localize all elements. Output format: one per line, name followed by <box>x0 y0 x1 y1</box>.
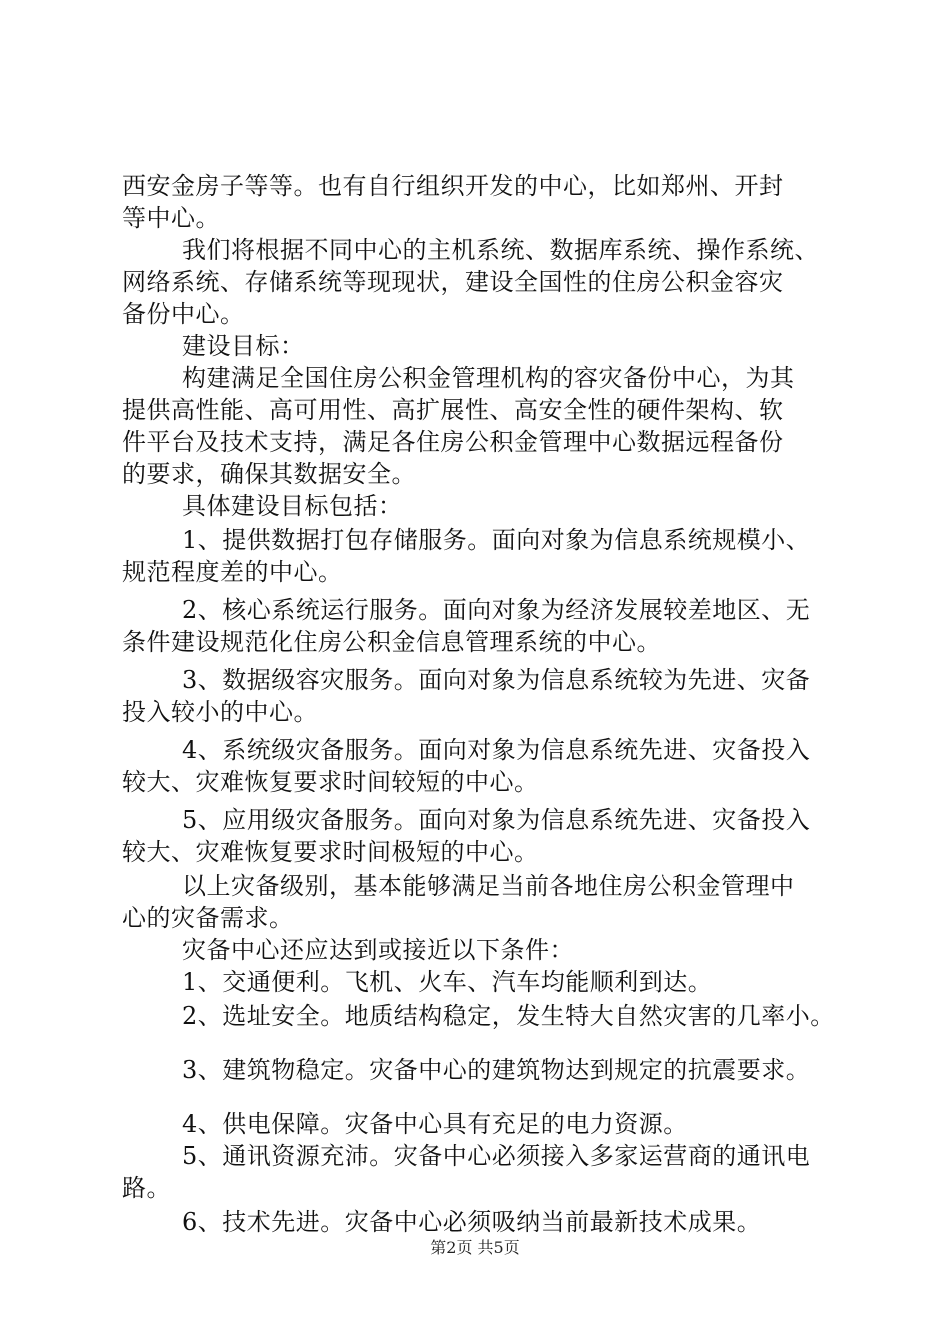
text-line: 件平台及技术支持，满足各住房公积金管理中心数据远程备份 <box>122 428 784 456</box>
text-line: 西安金房子等等。也有自行组织开发的中心，比如郑州、开封 <box>122 172 784 200</box>
text-line: 提供高性能、高可用性、高扩展性、高安全性的硬件架构、软 <box>122 396 784 424</box>
text-line: 较大、灾难恢复要求时间较短的中心。 <box>122 768 539 796</box>
list-item: 3、建筑物稳定。灾备中心的建筑物达到规定的抗震要求。 <box>182 1056 811 1084</box>
list-item: 2、核心系统运行服务。面向对象为经济发展较差地区、无 <box>182 596 811 624</box>
text-line: 的要求，确保其数据安全。 <box>122 460 416 488</box>
page-footer: 第2页 共5页 <box>430 1238 520 1257</box>
list-item: 6、技术先进。灾备中心必须吸纳当前最新技术成果。 <box>182 1208 762 1236</box>
text-line: 规范程度差的中心。 <box>122 558 343 586</box>
list-item: 3、数据级容灾服务。面向对象为信息系统较为先进、灾备 <box>182 666 811 694</box>
document-body <box>122 170 857 1238</box>
paragraph-start: 我们将根据不同中心的主机系统、数据库系统、操作系统、 <box>182 236 819 264</box>
text-line: 备份中心。 <box>122 300 245 328</box>
list-item: 1、提供数据打包存储服务。面向对象为信息系统规模小、 <box>182 526 811 554</box>
list-item: 4、供电保障。灾备中心具有充足的电力资源。 <box>182 1110 688 1138</box>
paragraph-start: 以上灾备级别，基本能够满足当前各地住房公积金管理中 <box>182 872 795 900</box>
section-heading: 建设目标： <box>182 332 305 360</box>
section-heading: 具体建设目标包括： <box>182 492 403 520</box>
section-heading: 灾备中心还应达到或接近以下条件： <box>182 936 574 964</box>
text-line: 等中心。 <box>122 204 220 232</box>
list-item: 4、系统级灾备服务。面向对象为信息系统先进、灾备投入 <box>182 736 811 764</box>
list-item: 2、选址安全。地质结构稳定，发生特大自然灾害的几率小。 <box>182 1002 835 1030</box>
text-line: 条件建设规范化住房公积金信息管理系统的中心。 <box>122 628 661 656</box>
text-line: 投入较小的中心。 <box>122 698 318 726</box>
text-line: 心的灾备需求。 <box>122 904 294 932</box>
text-line: 路。 <box>122 1174 171 1202</box>
list-item: 5、应用级灾备服务。面向对象为信息系统先进、灾备投入 <box>182 806 811 834</box>
list-item: 1、交通便利。飞机、火车、汽车均能顺利到达。 <box>182 968 713 996</box>
list-item: 5、通讯资源充沛。灾备中心必须接入多家运营商的通讯电 <box>182 1142 811 1170</box>
text-line: 较大、灾难恢复要求时间极短的中心。 <box>122 838 539 866</box>
paragraph-start: 构建满足全国住房公积金管理机构的容灾备份中心，为其 <box>182 364 795 392</box>
text-line: 网络系统、存储系统等现现状，建设全国性的住房公积金容灾 <box>122 268 784 296</box>
